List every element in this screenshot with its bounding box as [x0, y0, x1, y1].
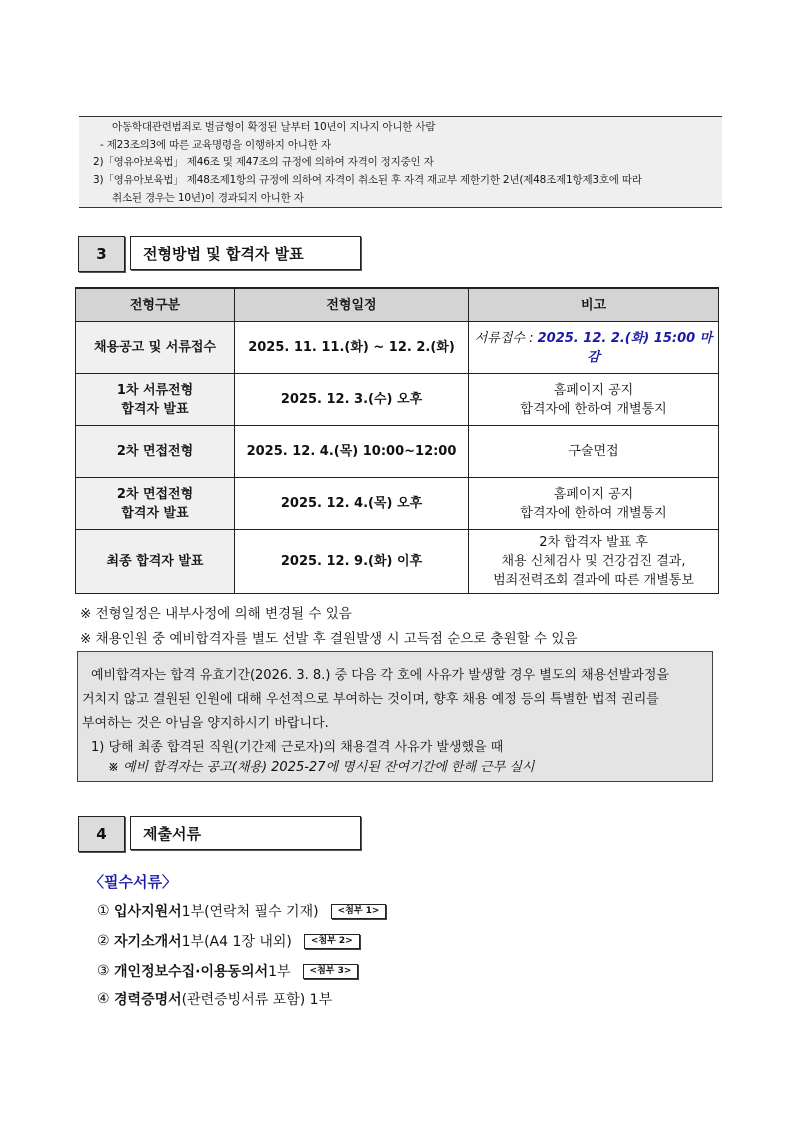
section-number: 3: [78, 236, 125, 272]
item-number: ②: [97, 933, 110, 949]
text-line: - 제23조의3에 따른 교육명령을 이행하지 아니한 자: [100, 139, 331, 151]
note-cell: 구술면접: [469, 426, 719, 478]
table-row: [76, 426, 719, 478]
table-header-row: [76, 288, 719, 322]
note-line: 홈페이지 공지: [553, 486, 634, 502]
note-cell: [469, 374, 719, 426]
required-docs-heading: 〈필수서류〉: [89, 873, 177, 891]
note-line: 2차 합격자 발표 후: [539, 535, 648, 550]
schedule-note: ※ 전형일정은 내부사정에 의해 변경될 수 있음: [80, 606, 352, 622]
doc-detail: 1부(연락처 필수 기재): [181, 904, 319, 920]
table-row: [76, 322, 719, 374]
text-line: 거치지 않고 결원된 인원에 대해 우선적으로 부여하는 것이며, 향후 채용 예정 등의 특별한 법적 권리를: [82, 692, 659, 707]
text-line: 아동학대관련범죄로 벌금형이 확정된 날부터 10년이 지나지 아니한 사람: [112, 121, 436, 133]
stage-line: 합격자 발표: [121, 401, 189, 417]
schedule-table: [75, 287, 719, 594]
item-number: ③: [97, 963, 110, 979]
doc-detail: (관련증빙서류 포함) 1부: [181, 992, 333, 1008]
stage-line: 합격자 발표: [121, 505, 189, 521]
column-header: 전형일정: [235, 288, 469, 322]
attachment-tag: <첨부 1>: [331, 904, 387, 919]
list-item: [97, 961, 358, 981]
reserve-candidate-box: [77, 651, 713, 782]
attachment-tag: <첨부 3>: [303, 964, 359, 979]
text-line: 3)「영유아보육법」 제48조제1항의 규정에 의하여 자격이 취소된 후 자격 재교부 제한기한 2년(제48조제1항제3호에 따라: [93, 174, 642, 186]
deadline-highlight: 2025. 12. 2.(화) 15:00 마감: [537, 330, 713, 365]
doc-name: 입사지원서: [114, 904, 182, 920]
date-cell: 2025. 12. 4.(목) 오후: [235, 478, 469, 530]
column-header: 비고: [469, 288, 719, 322]
note-cell: [469, 530, 719, 594]
stage-cell: 최종 합격자 발표: [76, 530, 235, 594]
note-line: 홈페이지 공지: [553, 382, 634, 398]
stage-line: 2차 면접전형: [116, 486, 194, 502]
list-item: [97, 901, 386, 921]
doc-detail: 1부: [268, 964, 291, 980]
text-line: 취소된 경우는 10년)이 경과되지 아니한 자: [112, 192, 304, 204]
stage-cell: [76, 374, 235, 426]
stage-cell: 채용공고 및 서류접수: [76, 322, 235, 374]
doc-name: 자기소개서: [114, 934, 182, 950]
text-line: ※ 예비 합격자는 공고(채용) 2025-27에 명시된 잔여기간에 한해 근무 실시: [108, 760, 535, 775]
table-row: [76, 530, 719, 594]
attachment-tag: <첨부 2>: [304, 934, 360, 949]
text-line: 예비합격자는 합격 유효기간(2026. 3. 8.) 중 다음 각 호에 사유가 발생할 경우 별도의 채용선발과정을: [91, 668, 669, 683]
section-title: 제출서류: [130, 816, 361, 850]
note-line: 범죄전력조회 결과에 따른 개별통보: [493, 573, 694, 588]
stage-line: 1차 서류전형: [116, 382, 194, 398]
date-cell: 2025. 12. 9.(화) 이후: [235, 530, 469, 594]
disqualification-box: [79, 116, 722, 208]
note-line: 합격자에 한하여 개별통지: [520, 401, 667, 417]
text-line: 1) 당해 최종 합격된 직원(기간제 근로자)의 채용결격 사유가 발생했을 때: [91, 740, 504, 755]
schedule-note: ※ 채용인원 중 예비합격자를 별도 선발 후 결원발생 시 고득점 순으로 충원할 수 있음: [80, 631, 578, 647]
note-prefix: 서류접수 :: [474, 330, 538, 346]
doc-detail: 1부(A4 1장 내외): [181, 934, 292, 950]
doc-name: 개인정보수집·이용동의서: [114, 964, 269, 980]
stage-cell: 2차 면접전형: [76, 426, 235, 478]
note-cell: [469, 478, 719, 530]
list-item: [97, 989, 332, 1009]
note-cell: [469, 322, 719, 374]
table-row: [76, 478, 719, 530]
date-cell: 2025. 12. 4.(목) 10:00~12:00: [235, 426, 469, 478]
text-line: 부여하는 것은 아님을 양지하시기 바랍니다.: [82, 716, 329, 731]
column-header: 전형구분: [76, 288, 235, 322]
text-line: 2)「영유아보육법」 제46조 및 제47조의 규정에 의하여 자격이 정지중인 자: [93, 156, 434, 168]
date-cell: 2025. 11. 11.(화) ~ 12. 2.(화): [235, 322, 469, 374]
stage-cell: [76, 478, 235, 530]
item-number: ①: [97, 903, 110, 919]
table-row: [76, 374, 719, 426]
doc-name: 경력증명서: [114, 992, 182, 1008]
date-cell: 2025. 12. 3.(수) 오후: [235, 374, 469, 426]
list-item: [97, 931, 360, 951]
section-title: 전형방법 및 합격자 발표: [130, 236, 361, 270]
note-line: 채용 신체검사 및 건강검진 결과,: [501, 554, 686, 569]
item-number: ④: [97, 991, 110, 1007]
section-number: 4: [78, 816, 125, 852]
note-line: 합격자에 한하여 개별통지: [520, 505, 667, 521]
